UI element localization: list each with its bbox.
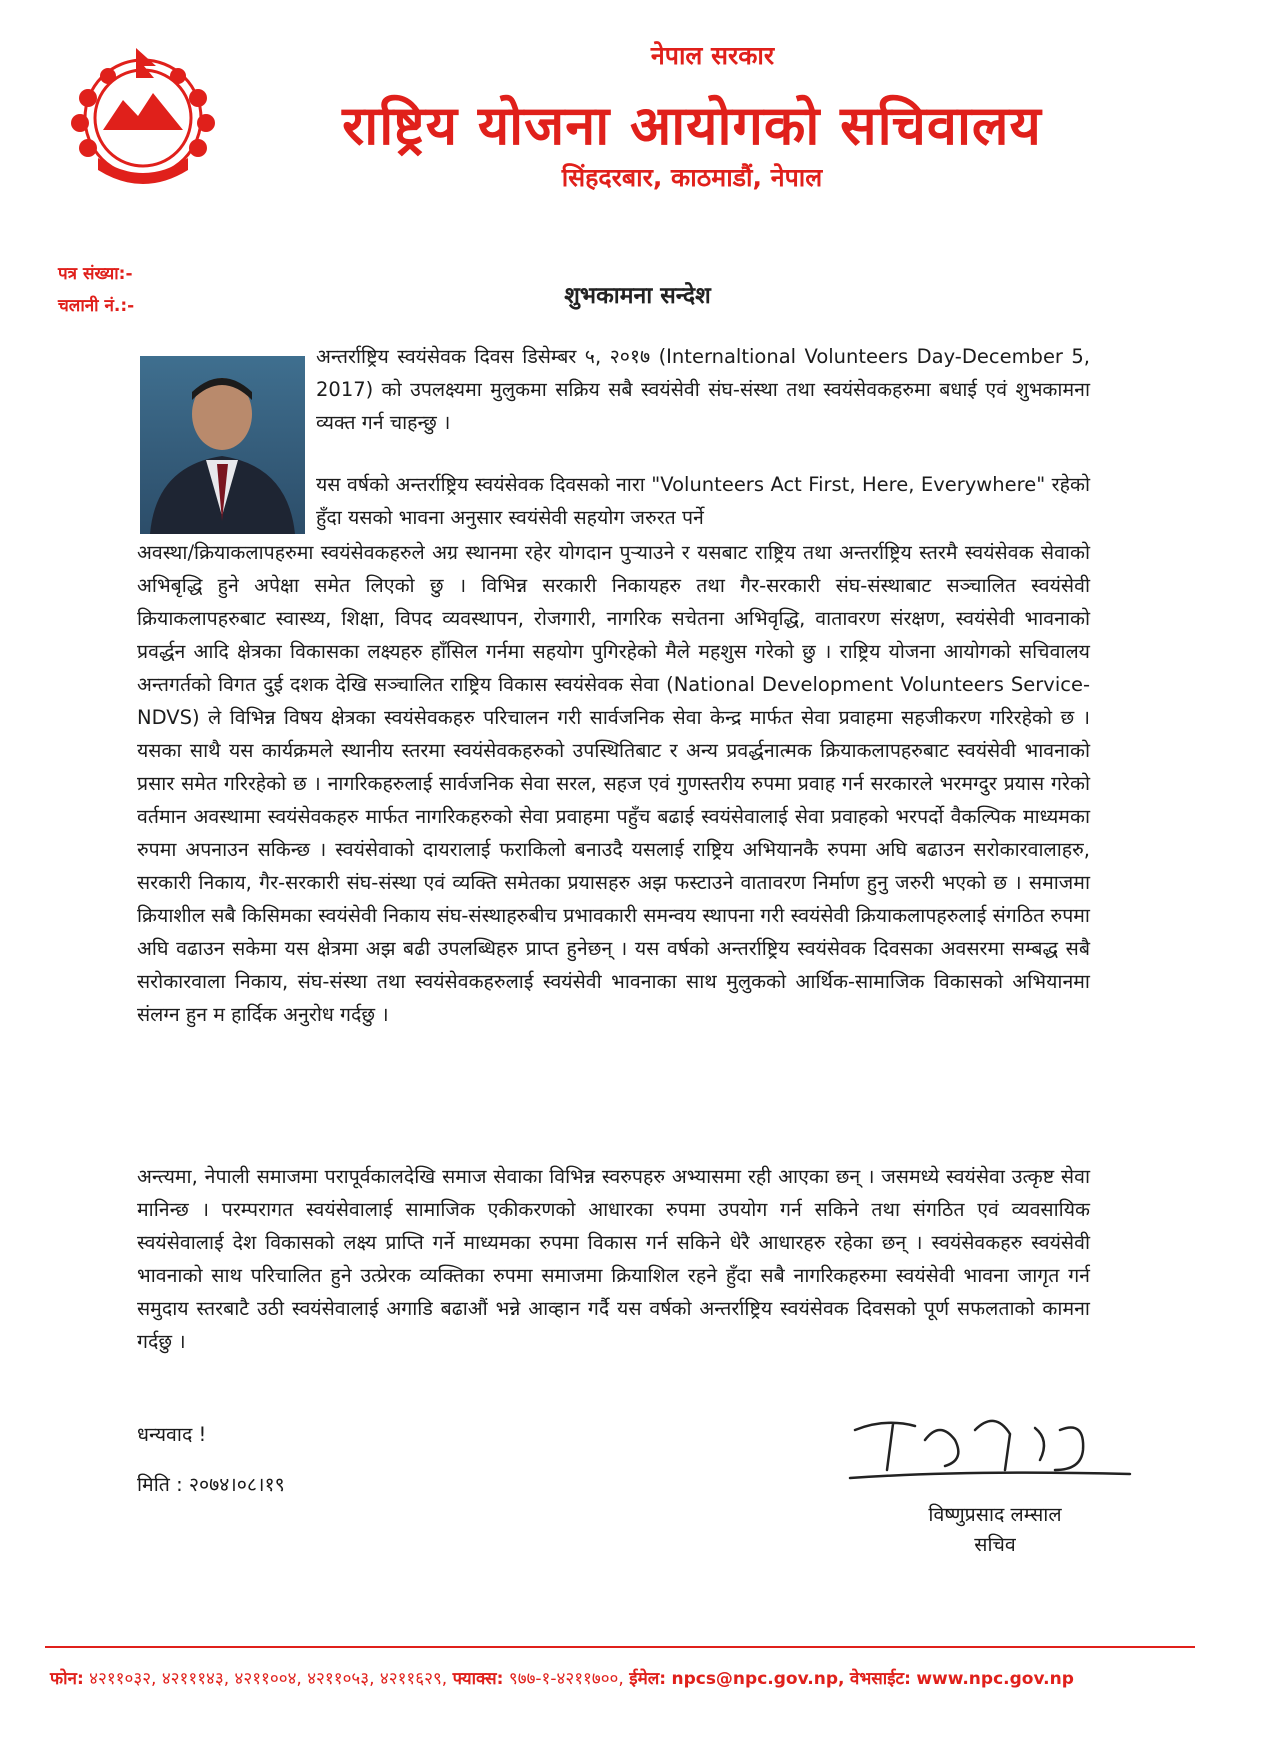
office-address: सिंहदरबार, काठमाडौं, नेपाल xyxy=(561,163,823,192)
document-title: शुभकामना सन्देश xyxy=(564,283,711,309)
signatory-designation: सचिव xyxy=(974,1533,1016,1556)
paragraph-conclusion: अन्त्यमा, नेपाली समाजमा परापूर्वकालदेखि समाज सेवाका विभिन्न स्वरुपहरु अभ्यासमा रही आएका छन् । जसमध्ये स्वयंसेवा उत्कृष्ट सेवा मानिन्छ । परम्परागत स्वयंसेवालाई सामाजिक एकीकरणको आधारका रुपमा उपयोग गर्न सकिने तथा संगठित एवं व्यवसायिक स्वयंसेवालाई देश विकासको लक्ष्य प्राप्ति गर्ने माध्यमका रुपमा विकास गर्न सकिने धेरै आधारहरु रहेका छन् । स्वयंसेवकहरु स्वयंसेवी भावनाको साथ परिचालित हुने उत्प्रेरक व्यक्तिका रुपमा समाजमा क्रियाशिल रहने हुँदा सबै नागरिकहरुमा स्वयंसेवी भावना जागृत गर्न समुदाय स्तरबाटै उठी स्वयंसेवालाई अगाडि बढाऔं भन्ने आव्हान गर्दै यस वर्षको अन्तर्राष्ट्रिय स्वयंसेवक दिवसको पूर्ण सफलताको कामना गर्दछु । xyxy=(137,1165,1090,1353)
phone-label: फोन: xyxy=(50,1669,84,1689)
thanks-text: धन्यवाद ! xyxy=(137,1423,207,1446)
paragraph-theme-start: यस वर्षको अन्तर्राष्ट्रिय स्वयंसेवक दिवसको नारा "Volunteers Act First, Here, Everywhere" रहेको हुँदा यसको भावना अनुसार स्वयंसेवी सहयोग जरुरत पर्ने xyxy=(316,473,1090,529)
fax-label: फ्याक्स: xyxy=(452,1669,504,1689)
email-label: ईमेल: xyxy=(629,1669,667,1689)
letter-number-label: पत्र संख्या:- xyxy=(58,264,133,284)
signatory-name: विष्णुप्रसाद लम्साल xyxy=(928,1503,1062,1526)
paragraph-theme-body: अवस्था/क्रियाकलापहरुमा स्वयंसेवकहरुले अग्र स्थानमा रहेर योगदान पुऱ्याउने र यसबाट राष्ट्रिय तथा अन्तर्राष्ट्रिय स्तरमै स्वयंसेवक सेवाको अभिबृद्धि हुने अपेक्षा समेत लिएको छु । विभिन्न सरकारी निकायहरु तथा गैर-सरकारी संघ-संस्थाबाट सञ्चालित स्वयंसेवी क्रियाकलापहरुबाट स्वास्थ्य, शिक्षा, विपद व्यवस्थापन, रोजगारी, नागरिक सचेतना अभिवृद्धि, वातावरण संरक्षण, स्वयंसेवी भावनाको प्रवर्द्धन आदि क्षेत्रका विकासका लक्ष्यहरु हाँसिल गर्नमा सहयोग पुगिरहेको मैले महशुस गरेको छु । राष्ट्रिय योजना आयोगको सचिवालय अन्तगर्तको विगत दुई दशक देखि सञ्चालित राष्ट्रिय विकास स्वयंसेवक सेवा (National Development Volunteers Service-NDVS) ले विभिन्न विषय क्षेत्रका स्वयंसेवकहरु परिचालन गरी सार्वजनिक सेवा केन्द्र मार्फत सेवा प्रवाहमा सहजीकरण गरिरहेको छ । यसका साथै यस कार्यक्रमले स्थानीय स्तरमा स्वयंसेवकहरुको उपस्थितिबाट र अन्य प्रवर्द्धनात्मक क्रियाकलापहरुबाट स्वयंसेवी भावनाको प्रसार समेत गरिरहेको छ । नागरिकहरुलाई सार्वजनिक सेवा सरल, सहज एवं गुणस्तरीय रुपमा प्रवाह गर्न सरकारले भरमग्दुर प्रयास गरेको वर्तमान अवस्थामा स्वयंसेवकहरु मार्फत नागरिकहरुको सेवा प्रवाहमा पहुँच बढाई स्वयंसेवालाई सेवा प्रवाहको भरपर्दो वैकल्पिक माध्यमका रुपमा अपनाउन सकिन्छ । स्वयंसेवाको दायरालाई फराकिलो बनाउदै यसलाई राष्ट्रिय अभियानकै रुपमा अघि बढाउन सरोकारवालाहरु, सरकारी निकाय, गैर-सरकारी संघ-संस्था एवं व्यक्ति समेतका प्रयासहरु अझ फस्टाउने वातावरण निर्माण हुनु जरुरी भएको छ । समाजमा क्रियाशील सबै किसिमका स्वयंसेवी निकाय संघ-संस्थाहरुबीच प्रभावकारी समन्वय स्थापना गरी स्वयंसेवी क्रियाकलापहरुलाई संगठित रुपमा अघि वढाउन सकेमा यस क्षेत्रमा अझ बढी उपलब्धिहरु प्राप्त हुनेछन् । यस वर्षको अन्तर्राष्ट्रिय स्वयंसेवक दिवसका अवसरमा सम्बद्ध सबै सरोकारवाला निकाय, संघ-संस्था तथा स्वयंसेवकहरुलाई स्वयंसेवी भावनाका साथ मुलुकको आर्थिक-सामाजिक विकासको अभियानमा संलग्न हुन म हार्दिक अनुरोध गर्दछु । xyxy=(137,541,1090,1026)
footer-divider xyxy=(45,1646,1195,1648)
government-heading: नेपाल सरकार xyxy=(650,41,775,70)
office-name: राष्ट्रिय योजना आयोगको सचिवालय xyxy=(342,94,1042,157)
handwritten-signature xyxy=(845,1400,1135,1490)
date-text: मिति : २०७४।०८।१९ xyxy=(137,1473,285,1496)
footer-contact xyxy=(50,1666,1230,1689)
portrait-photo xyxy=(140,356,305,534)
website-label: वेभसाईट: xyxy=(849,1669,911,1689)
email-link[interactable]: npcs@npc.gov.np, xyxy=(671,1669,845,1689)
dispatch-number-label: चलानी नं.:- xyxy=(58,296,135,316)
fax-number: ९७७-१-४२११७००, xyxy=(508,1669,624,1689)
paragraph-intro: अन्तर्राष्ट्रिय स्वयंसेवक दिवस डिसेम्बर ५, २०१७ (Internaltional Volunteers Day-December 5, 2017) को उपलक्ष्यमा मुलुकमा सक्रिय सबै स्वयंसेवी संघ-संस्था तथा स्वयंसेवकहरुमा बधाई एवं शुभकामना व्यक्त गर्न चाहन्छु । xyxy=(316,345,1090,434)
website-link[interactable]: www.npc.gov.np xyxy=(916,1669,1074,1689)
phone-numbers: ४२११०३२, ४२१११४३, ४२११००४, ४२११०५३, ४२११६२९, xyxy=(89,1669,448,1689)
